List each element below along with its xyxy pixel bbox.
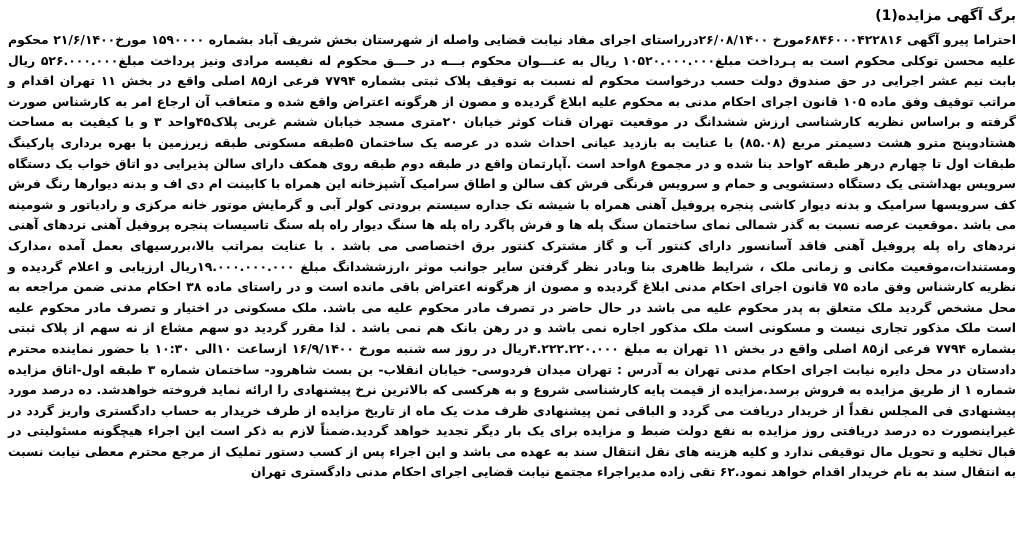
notice-body-text: احتراما پیرو آگهی ۶۸۴۶۰۰۰۴۲۲۸۱۶مورخ ۲۶/۰۸/۱۴۰۰درراستای اجرای مفاد نیابت قضایی واصله از شهرستان بخش شریف آباد بشماره ۱۵۹۰۰۰۰ مورخ۲۱/۶/۱۴۰۰ محکوم علیه محسن توکلی محکوم است به پـرداخت مبلغ۱۰۵۲۰.۰۰۰.۰۰۰ ریال به عنـــوان محکوم بـــه در حـــق محکوم له نفیسه مرادی ونیز پرداخت مبلغ۵۲۶.۰۰۰.۰۰۰ ریال بابت نیم عشر اجرایی در حق صندوق دولت حسب درخواست محکوم له نسبت به توقیف پلاک ثبتی بشماره ۷۷۹۴ فرعی از۸۵ اصلی واقع در بخش ۱۱ تهران اقدام و مراتب توقیف وفق ماده ۱۰۵ قانون اجرای احکام مدنی به محکوم علیه ابلاغ گردیده و مصون از هرگونه اعتراض واقع شده و متعاقب آن ارجاع امر به کارشناس صورت گرفته و براساس نظریه کارشناسی ارزش ششدانگ در موقعیت تهران قنات کوثر خیابان ۲۰متری مسجد خیابان ششم غربی پلاک۴۵واحد ۳ و با کیفیت به مساحت هشتادوپنج مترو هشت دسیمتر مربع (۸۵.۰۸) با عنایت به بازدید عیانی احداث شده در عرصه یک ساختمان ۵طبقه مسکونی طبقه زیرزمین با بهره برداری پارکینگ طبقات اول تا چهارم درهر طبقه ۲واحد بنا شده و در مجموع ۸واحد است .آپارتمان واقع در طبقه دوم طبقه روی همکف دارای سالن پذیرایی دو اتاق خواب یک دستگاه سرویس بهداشتی یک دستگاه دستشویی و حمام و سرویس فرنگی فرش کف سالن و اطاق سرامیک آشپزخانه این همراه با کابینت ام دی اف و بدنه دیوارها رنگ فرش کف سرویسها سرامیک و بدنه دیوار کاشی پنجره پروفیل آهنی همراه با شیشه تک جداره سیستم برودتی کولر آبی و گرمایش موتور خانه مرکزی و رادیاتور و شومینه می باشد .موقعیت عرصه نسبت به گذر شمالی نمای ساختمان سنگ پله ها و فرش پاگرد راه پله ها سنگ دیوار راه پله سنگ تاسیسات پنجره پروفیل آهنی نردهای آهنی نردهای راه پله پروفیل آهنی فاقد آسانسور دارای کنتور آب و گاز مشترک کنتور برق اختصاصی می باشد . با عنایت بمراتب بالا،بررسیهای بعمل آمده ،مدارک ومستندات،موقعیت مکانی و زمانی ملک ، شرایط ظاهری بنا وبادر نظر گرفتن سایر جوانب موثر ،ارزششدانگ مبلغ ۱۹.۰۰۰.۰۰۰.۰۰۰ریال ارزیابی و اعلام گردیده و نظریه کارشناس وفق ماده ۷۵ قانون اجرای احکام مدنی ابلاغ گردیده و مصون از هرگونه اعتراض باقی مانده است و در راستای ماده ۳۸ احکام مدنی ضمن مراجعه به محل مشخص گردید ملک متعلق به پدر محکوم علیه می باشد در حال حاضر در تصرف مادر محکوم علیه می باشد. ملک مسکونی در اختیار و تصرف مادر محکوم علیه است ملک مذکور تجاری نیست و مسکونی است ملک مذکور اجاره نمی باشد و در رهن بانک هم نمی باشد . لذا مقرر گردید دو سهم مشاع از نه سهم از پلاک ثبتی بشماره ۷۷۹۴ فرعی از۸۵ اصلی واقع در بخش ۱۱ تهران به مبلغ ۴.۲۲۲.۲۲۰.۰۰۰ریال در روز سه شنبه مورخ ۱۶/۹/۱۴۰۰ ازساعت ۱۰الی ۱۰:۳۰ با حضور نماینده محترم دادستان در محل دایره نیابت اجرای احکام مدنی تهران به آدرس : تهران میدان فردوسی- خیابان انقلاب- بن بست شاهرود- ساختمان شماره ۳ طبقه اول-اتاق مزایده شماره ۱ از طریق مزایده به فروش برسد.مزایده از قیمت پایه کارشناسی شروع و به هرکسی که بالاترین نرخ پیشنهادی را ارائه نماید فروخته خواهدشد. ده درصد مورد پیشنهادی فی المجلس نقداً از خریدار دریافت می گردد و الباقی ثمن پیشنهادی ظرف مدت یک ماه از تاریخ مزایده از طرف خریدار به حساب دادگستری واریز گردد در غیراینصورت ده درصد دریافتی روز مزایده به نفع دولت ضبط و مزایده برای یک بار دیگر تجدید خواهد گردید.ضمناً لازم به ذکر است این اجراء هیچگونه مسئولیتی در قبال تخلیه و تحویل مال توقیفی ندارد و کلیه هزینه های نقل انتقال سند به عهده می باشد و این اجراء پس از کسب دستور تملیک از مرجع محترم معطی نیابت نسبت به انتقال سند به نام خریدار اقدام خواهد نمود.۶۲ تقی زاده مدیراجراء مجتمع نیابت قضایی اجرای احکام مدنی دادگستری تهران	[8, 32, 1017, 480]
notice-title: برگ آگهی مزایده(1)	[875, 8, 1016, 24]
